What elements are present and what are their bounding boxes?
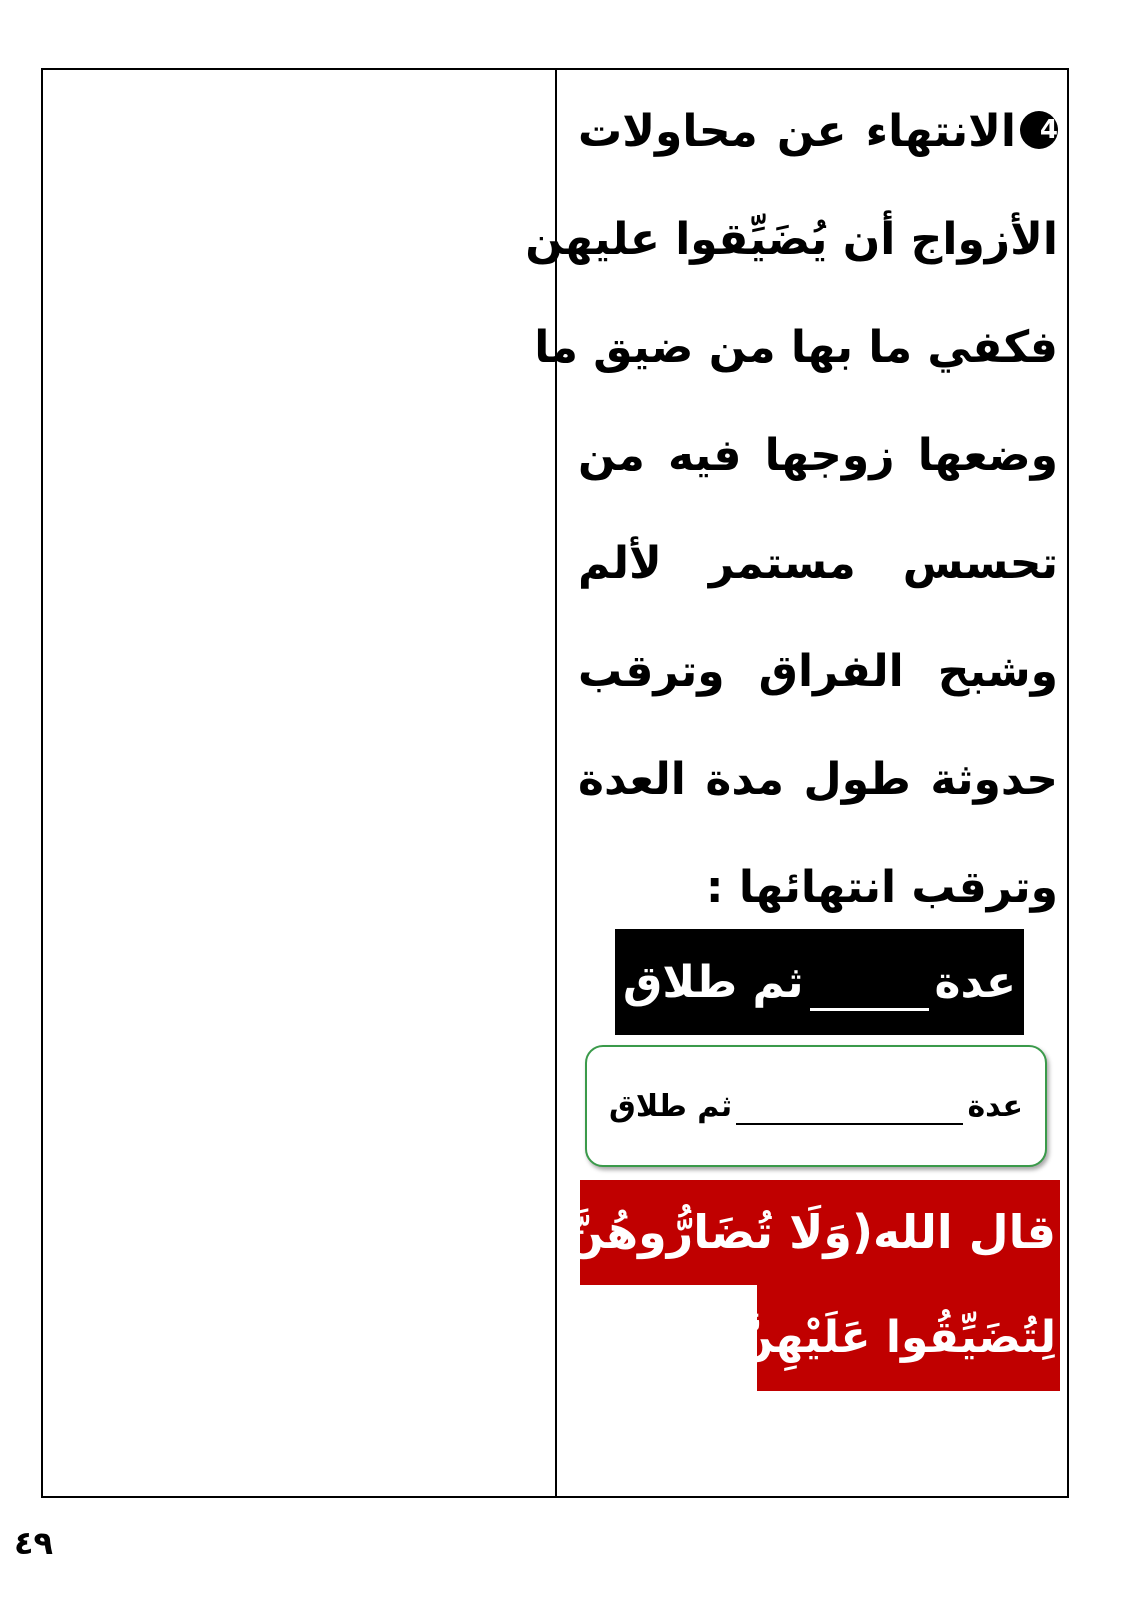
text-line-7: حدوثة طول مدة العدة [578,754,1058,805]
question-word-right: عدة [934,956,1016,1008]
fill-in-question-box [615,929,1024,1035]
answer-blank[interactable] [736,1103,963,1125]
answer-box [585,1045,1047,1167]
text-line-8: وترقب انتهائها : [705,862,1058,913]
answer-word-left: ثم طلاق [609,1088,733,1124]
content-column [525,78,1058,942]
question-blank[interactable] [810,978,929,1011]
text-line-6: وشبح الفراق وترقب [578,646,1058,697]
line-text: الانتهاء عن محاولات [578,106,1016,157]
text-line-4: وضعها زوجها فيه من [578,430,1058,481]
verse-line-1: قال الله(وَلَا تُضَارُّوهُنَّ [580,1180,1060,1285]
text-line-1 [578,78,1058,186]
text-line-5: تحسس مستمر لألم [578,538,1058,589]
question-word-left: ثم طلاق [623,956,804,1008]
number-badge: 4 [1020,111,1058,149]
answer-word-right: عدة [967,1088,1023,1124]
text-line-3: فكفي ما بها من ضيق ما [534,322,1058,373]
verse-line-2: لِتُضَيِّقُوا عَلَيْهِنَّ) [757,1285,1060,1391]
text-line-2: الأزواج أن يُضَيِّقوا عليهن [525,214,1058,265]
page-number: ٤٩ [14,1524,54,1562]
